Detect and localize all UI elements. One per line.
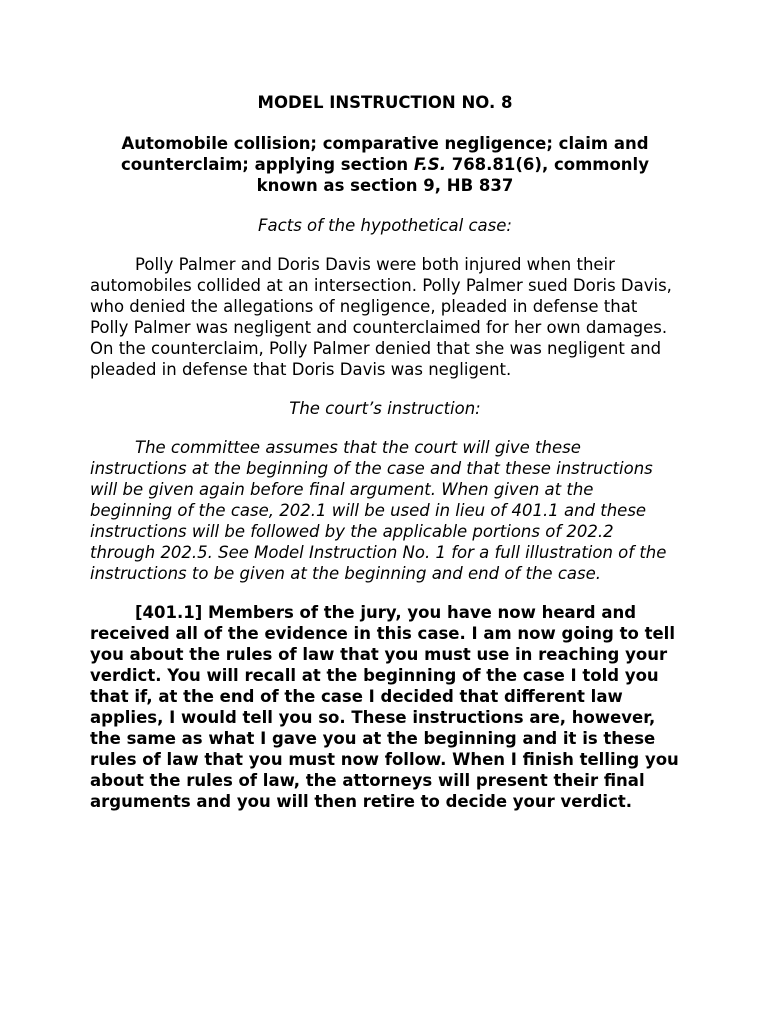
facts-heading: Facts of the hypothetical case: — [258, 216, 512, 235]
subtitle-part1: Automobile collision; comparative negligence; claim and counterclaim; applying section — [121, 134, 649, 174]
committee-note-paragraph: The committee assumes that the court will give these instructions at the beginning of the case and that these instructions will be given again before final argument. When given at the beginning of the case, 202.1 will be used in lieu of 401.1 and these instructions will be followed by the applicable portions of 202.2 through 202.5. See Model Instruction No. 1 for a full illustration of the instructions to be given at the beginning and end of the case. — [90, 438, 667, 583]
subtitle-italic-part: F.S. — [413, 155, 446, 174]
document-page — [90, 92, 680, 830]
instruction-paragraph: [401.1] Members of the jury, you have now heard and received all of the evidence in this case. I am now going to tell you about the rules of law that you must use in reaching your verdict. You will recall at the beginning of the case I told you that if, at the end of the case I decided that different law applies, I would tell you so. These instructions are, however, the same as what I gave you at the beginning and it is these rules of law that you must now follow. When I finish telling you about the rules of law, the attorneys will present their final arguments and you will then retire to decide your verdict. — [90, 603, 679, 811]
subtitle-part2: 768.81(6), commonly known as section 9, HB 837 — [256, 155, 649, 195]
facts-paragraph: Polly Palmer and Doris Davis were both injured when their automobiles collided at an intersection. Polly Palmer sued Doris Davis, who denied the allegations of negligence, pleaded in defense that Polly Palmer was negligent and counterclaimed for her own damages. On the counterclaim, Polly Palmer denied that she was negligent and pleaded in defense that Doris Davis was negligent. — [90, 255, 672, 379]
document-subtitle — [90, 133, 680, 196]
document-title: MODEL INSTRUCTION NO. 8 — [257, 93, 513, 112]
instruction-heading: The court’s instruction: — [289, 399, 481, 418]
